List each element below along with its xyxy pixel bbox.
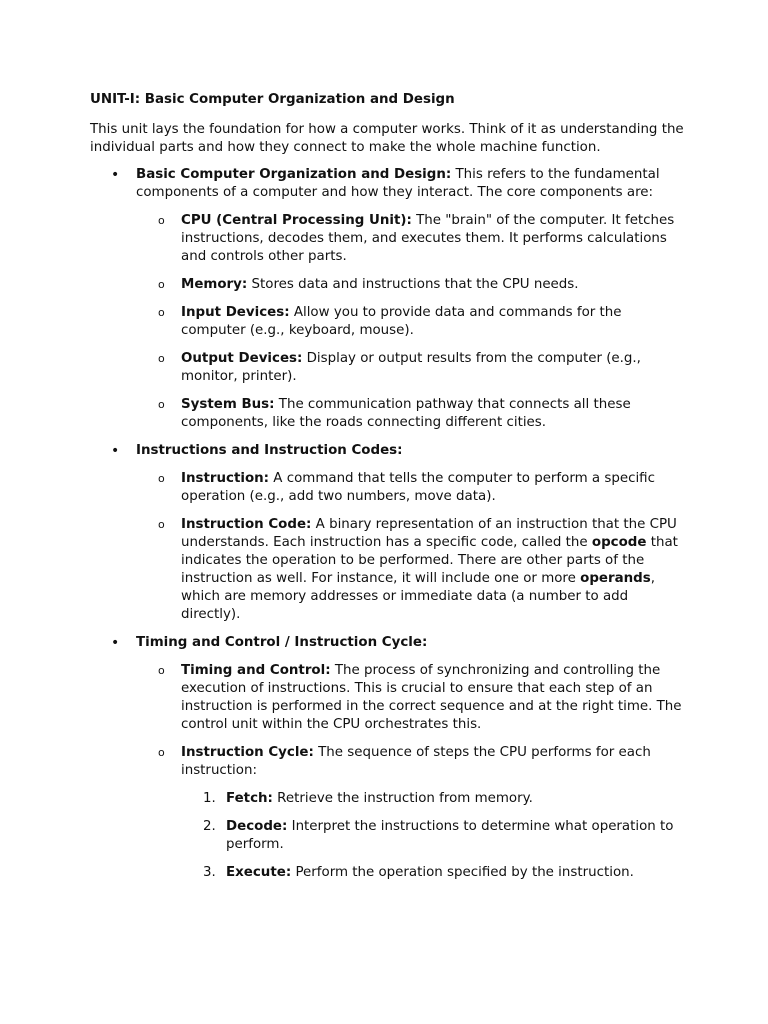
- step-item: [181, 818, 690, 854]
- step-number: 1.: [203, 791, 216, 806]
- item-text: The communication pathway that connects all these components, like the roads connecting different cities.: [181, 397, 631, 430]
- sub-list: [136, 662, 690, 882]
- opcode-term: opcode: [591, 535, 647, 550]
- item-text: Allow you to provide data and commands for the computer (e.g., keyboard, mouse).: [181, 305, 622, 338]
- list-item: [136, 212, 690, 266]
- item-term: Timing and Control:: [181, 663, 331, 678]
- circle-bullet-icon: o: [158, 398, 165, 411]
- item-text: The "brain" of the computer. It fetches instructions, decodes them, and executes them. It performs calculations and controls other parts.: [181, 213, 675, 264]
- list-item: [136, 516, 690, 624]
- item-text: Display or output results from the computer (e.g., monitor, printer).: [181, 351, 641, 384]
- list-item: [136, 662, 690, 734]
- item-term: Input Devices:: [181, 305, 290, 320]
- bullet-icon: •: [111, 167, 120, 183]
- list-item: [136, 276, 690, 294]
- circle-bullet-icon: o: [158, 518, 165, 531]
- bullet-icon: •: [111, 443, 120, 459]
- item-text: A command that tells the computer to perform a specific operation (e.g., add two numbers, move data).: [181, 471, 655, 504]
- operands-term: operands: [580, 571, 651, 586]
- section-item: [90, 634, 690, 882]
- step-term: Execute:: [226, 865, 292, 880]
- circle-bullet-icon: o: [158, 352, 165, 365]
- item-term: Output Devices:: [181, 351, 303, 366]
- step-text: Retrieve the instruction from memory.: [272, 791, 533, 806]
- item-term: Instruction:: [181, 471, 270, 486]
- sub-list: [136, 470, 690, 624]
- section-heading: Timing and Control / Instruction Cycle:: [136, 635, 428, 650]
- circle-bullet-icon: o: [158, 664, 165, 677]
- list-item: [136, 304, 690, 340]
- section-heading: Basic Computer Organization and Design:: [136, 167, 452, 182]
- section-item: [90, 166, 690, 432]
- step-number: 3.: [203, 865, 216, 880]
- item-term: Instruction Code:: [181, 517, 312, 532]
- step-text: Perform the operation specified by the instruction.: [291, 865, 634, 880]
- item-text: , which are memory addresses or immediate data (a number to add directly).: [181, 571, 656, 622]
- circle-bullet-icon: o: [158, 306, 165, 319]
- list-item: [136, 396, 690, 432]
- section-text: This refers to the fundamental components of a computer and how they interact. The core components are:: [136, 167, 660, 200]
- item-term: Instruction Cycle:: [181, 745, 314, 760]
- document-page: [90, 91, 690, 892]
- step-term: Fetch:: [226, 791, 273, 806]
- section-list: [90, 166, 690, 882]
- intro-paragraph: This unit lays the foundation for how a computer works. Think of it as understanding the individual parts and how they connect to make the whole machine function.: [90, 122, 684, 155]
- item-term: System Bus:: [181, 397, 275, 412]
- step-list: [181, 790, 690, 882]
- step-text: Interpret the instructions to determine what operation to perform.: [226, 819, 674, 852]
- item-term: CPU (Central Processing Unit):: [181, 213, 412, 228]
- document-title: UNIT-I: Basic Computer Organization and Design: [90, 92, 455, 107]
- step-item: [181, 790, 690, 808]
- step-term: Decode:: [226, 819, 288, 834]
- list-item: [136, 470, 690, 506]
- list-item: [136, 350, 690, 386]
- item-term: Memory:: [181, 277, 248, 292]
- circle-bullet-icon: o: [158, 278, 165, 291]
- item-text: The process of synchronizing and controlling the execution of instructions. This is crucial to ensure that each step of an instruction is performed in the correct sequence and at the right time. The control unit within the CPU orchestrates this.: [181, 663, 682, 732]
- sub-list: [136, 212, 690, 432]
- step-item: [181, 864, 690, 882]
- item-text: A binary representation of an instruction that the CPU understands. Each instruction has a specific code, called the: [181, 517, 677, 550]
- circle-bullet-icon: o: [158, 746, 165, 759]
- item-text: Stores data and instructions that the CPU needs.: [247, 277, 579, 292]
- circle-bullet-icon: o: [158, 472, 165, 485]
- circle-bullet-icon: o: [158, 214, 165, 227]
- step-number: 2.: [203, 819, 216, 834]
- section-item: [90, 442, 690, 624]
- list-item: [136, 744, 690, 882]
- item-text: that indicates the operation to be performed. There are other parts of the instruction as well. For instance, it will include one or more: [181, 535, 678, 586]
- section-heading: Instructions and Instruction Codes:: [136, 443, 403, 458]
- item-text: The sequence of steps the CPU performs for each instruction:: [181, 745, 651, 778]
- bullet-icon: •: [111, 635, 120, 651]
